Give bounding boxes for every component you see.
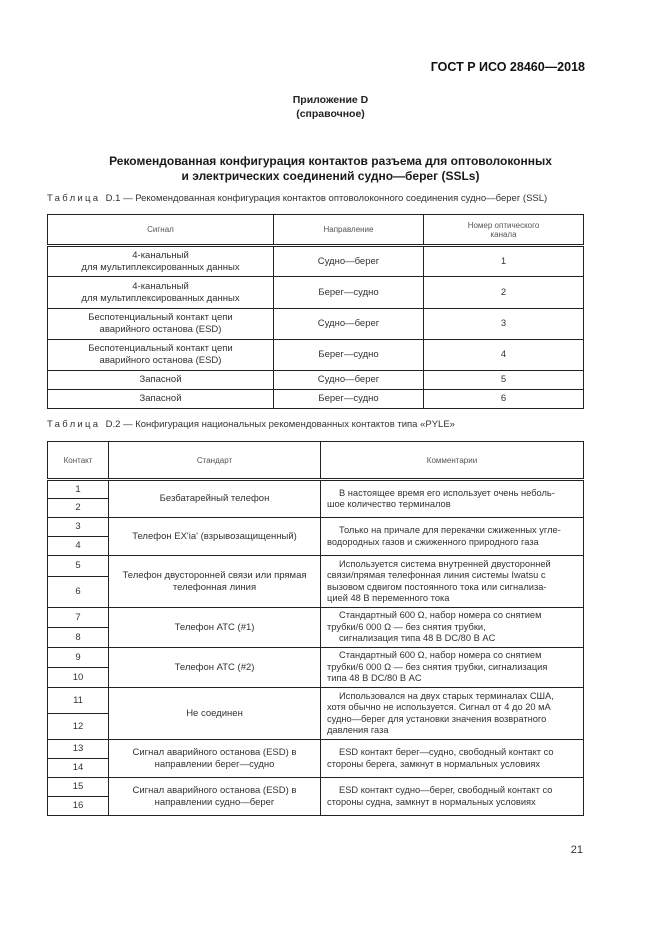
- direction-cell: Судно—берег: [274, 309, 424, 340]
- section-title: [0, 154, 661, 184]
- contact-cell: 3: [48, 518, 109, 537]
- comment-cell: В настоящее время его использует очень неболь- шое количество терминалов: [321, 480, 584, 518]
- signal-cell: Запасной: [48, 390, 274, 409]
- channel-cell: 1: [424, 246, 584, 277]
- standard-cell: Телефон АТС (#2): [109, 648, 321, 688]
- table-row: [48, 556, 584, 577]
- table-row: [48, 688, 584, 714]
- table1-caption-text: D.1 — Рекомендованная конфигурация контактов оптоволоконного соединения судно—берег (SSL): [105, 193, 548, 204]
- table1-header-direction: Направление: [274, 215, 424, 246]
- comment-cell: Только на причале для перекачки сжиженных угле- водородных газов и сжиженного природного газа: [321, 518, 584, 556]
- contact-cell: 7: [48, 608, 109, 628]
- table1-header-signal: Сигнал: [48, 215, 274, 246]
- section-title-line1: Рекомендованная конфигурация контактов разъема для оптоволоконных: [109, 154, 552, 168]
- contact-cell: 9: [48, 648, 109, 668]
- channel-cell: 6: [424, 390, 584, 409]
- standard-cell: Безбатарейный телефон: [109, 480, 321, 518]
- contact-cell: 16: [48, 797, 109, 816]
- appendix-heading: [0, 93, 661, 121]
- comment-cell: Стандартный 600 Ω, набор номера со снятием трубки/6 000 Ω — без снятия трубки, сигнализация типа 48 В DC/80 В AC: [321, 648, 584, 688]
- channel-cell: 4: [424, 340, 584, 371]
- contact-cell: 5: [48, 556, 109, 577]
- contact-cell: 15: [48, 778, 109, 797]
- channel-cell: 5: [424, 371, 584, 390]
- table-row: [48, 740, 584, 759]
- table-row: [48, 277, 584, 309]
- signal-cell: 4-канальный для мультиплексированных данных: [48, 246, 274, 277]
- contact-cell: 2: [48, 499, 109, 518]
- signal-cell: Беспотенциальный контакт цепи аварийного останова (ESD): [48, 309, 274, 340]
- signal-cell: 4-канальный для мультиплексированных данных: [48, 277, 274, 309]
- contact-cell: 4: [48, 537, 109, 556]
- appendix-title: Приложение D: [292, 94, 369, 106]
- table-row: [48, 340, 584, 371]
- table2-caption: [47, 419, 455, 430]
- contact-cell: 6: [48, 577, 109, 608]
- table-row: [48, 608, 584, 628]
- appendix-subtitle: (справочное): [296, 108, 365, 120]
- table2-caption-prefix: Таблица: [47, 419, 101, 430]
- channel-cell: 2: [424, 277, 584, 309]
- comment-cell: Стандартный 600 Ω, набор номера со снятием трубки/6 000 Ω — без снятия трубки, сигнализация типа 48 В DC/80 В AC: [321, 608, 584, 648]
- contact-cell: 11: [48, 688, 109, 714]
- comment-cell: ESD контакт берег—судно, свободный контакт со стороны берега, замкнут в нормальных условиях: [321, 740, 584, 778]
- contact-cell: 13: [48, 740, 109, 759]
- table2-header-comments: Комментарии: [321, 442, 584, 480]
- table-row: [48, 309, 584, 340]
- standard-cell: Сигнал аварийного останова (ESD) в направлении судно—берег: [109, 778, 321, 816]
- direction-cell: Судно—берег: [274, 371, 424, 390]
- table1-header-channel: [424, 215, 584, 246]
- signal-cell: Беспотенциальный контакт цепи аварийного останова (ESD): [48, 340, 274, 371]
- table2-header-row: [48, 442, 584, 480]
- table-row: [48, 371, 584, 390]
- table1-header-row: [48, 215, 584, 246]
- standard-cell: Телефон АТС (#1): [109, 608, 321, 648]
- table2-header-standard: Стандарт: [109, 442, 321, 480]
- standard-cell: Телефон двусторонней связи или прямая телефонная линия: [109, 556, 321, 608]
- table-row: [48, 648, 584, 668]
- comment-cell: Использовался на двух старых терминалах США, хотя обычно не используется. Сигнал от 4 до 20 мА судно—берег для установки значения возвратного давления газа: [321, 688, 584, 740]
- table1-header-channel-l2: канала: [490, 229, 517, 239]
- direction-cell: Берег—судно: [274, 340, 424, 371]
- table-d2: [47, 441, 584, 816]
- contact-cell: 14: [48, 759, 109, 778]
- table1-header-channel-l1: Номер оптического: [467, 220, 540, 230]
- table1-caption-prefix: Таблица: [47, 193, 101, 204]
- direction-cell: Берег—судно: [274, 390, 424, 409]
- signal-cell: Запасной: [48, 371, 274, 390]
- direction-cell: Судно—берег: [274, 246, 424, 277]
- table-d1: [47, 214, 584, 409]
- table2-caption-text: D.2 — Конфигурация национальных рекомендованных контактов типа «PYLE»: [105, 419, 455, 430]
- comment-cell: Используется система внутренней двусторонней связи/прямая телефонная линия системы Iwatsu с вызовом сдвигом постоянного тока или сигнализа- цией 48 В переменного тока: [321, 556, 584, 608]
- table1-caption: [47, 193, 547, 204]
- contact-cell: 10: [48, 668, 109, 688]
- contact-cell: 12: [48, 714, 109, 740]
- section-title-line2: и электрических соединений судно—берег (SSLs): [181, 169, 480, 183]
- contact-cell: 1: [48, 480, 109, 499]
- table-row: [48, 778, 584, 797]
- standard-cell: Не соединен: [109, 688, 321, 740]
- standard-cell: Телефон EX'ia' (взрывозащищенный): [109, 518, 321, 556]
- contact-cell: 8: [48, 628, 109, 648]
- table-row: [48, 480, 584, 499]
- channel-cell: 3: [424, 309, 584, 340]
- page-number: 21: [570, 844, 583, 856]
- table2-header-contact: Контакт: [48, 442, 109, 480]
- table-row: [48, 246, 584, 277]
- comment-cell: ESD контакт судно—берег, свободный контакт со стороны судна, замкнут в нормальных условиях: [321, 778, 584, 816]
- direction-cell: Берег—судно: [274, 277, 424, 309]
- document-code: ГОСТ Р ИСО 28460—2018: [430, 60, 585, 74]
- table-row: [48, 390, 584, 409]
- standard-cell: Сигнал аварийного останова (ESD) в направлении берег—судно: [109, 740, 321, 778]
- table-row: [48, 518, 584, 537]
